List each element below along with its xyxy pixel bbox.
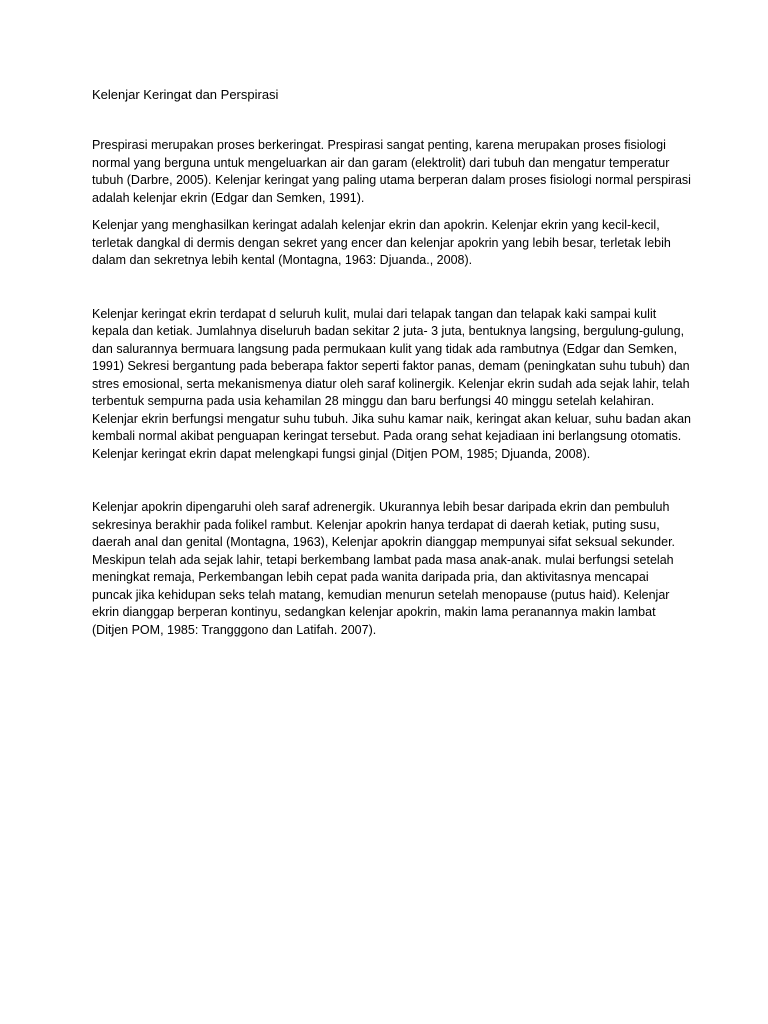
document-title: Kelenjar Keringat dan Perspirasi	[92, 87, 279, 102]
paragraph-kelenjar-ekrin: Kelenjar keringat ekrin terdapat d seluruh kulit, mulai dari telapak tangan dan telapak kaki sampai kulit kepala dan ketiak. Jumlahnya diseluruh badan sekitar 2 juta- 3 juta, bentuknya langsing, bergulung-gulung, dan salurannya bermuara langsung pada permukaan kulit yang tidak ada rambutnya (Edgar dan Semken, 1991) Sekresi bergantung pada beberapa faktor seperti faktor panas, demam (peningkatan suhu tubuh) dan stres emosional, serta mekanismenya diatur oleh saraf kolinergik. Kelenjar ekrin sudah ada sejak lahir, telah terbentuk sempurna pada usia kehamilan 28 minggu dan baru berfungsi 40 minggu setelah kelahiran. Kelenjar ekrin berfungsi mengatur suhu tubuh. Jika suhu kamar naik, keringat akan keluar, suhu badan akan kembali normal akibat penguapan keringat tersebut. Pada orang sehat kejadiaan ini berlangsung otomatis. Kelenjar keringat ekrin dapat melengkapi fungsi ginjal (Ditjen POM, 1985; Djuanda, 2008).	[92, 306, 691, 461]
paragraph-kelenjar-apokrin: Kelenjar apokrin dipengaruhi oleh saraf adrenergik. Ukurannya lebih besar daripada ekrin dan pembuluh sekresinya berakhir pada folikel rambut. Kelenjar apokrin hanya terdapat di daerah ketiak, puting susu, daerah anal dan genital (Montagna, 1963), Kelenjar apokrin dianggap mempunyai sifat seksual sekunder. Meskipun telah ada sejak lahir, tetapi berkembang lambat pada masa anak-anak. mulai berfungsi setelah meningkat remaja, Perkembangan lebih cepat pada wanita daripada pria, dan aktivitasnya mencapai puncak jika kehidupan seks telah matang, kemudian menurun setelah menopause (putus haid). Kelenjar ekrin dianggap berperan kontinyu, sedangkan kelenjar apokrin, makin lama peranannya makin lambat (Ditjen POM, 1985: Trangggono dan Latifah. 2007).	[92, 500, 676, 637]
paragraph-kelenjar-ekrin-apokrin: Kelenjar yang menghasilkan keringat adalah kelenjar ekrin dan apokrin. Kelenjar ekrin yang kecil-kecil, terletak dangkal di dermis dengan sekret yang encer dan kelenjar apokrin yang lebih besar, terletak lebih dalam dan sekretnya lebih kental (Montagna, 1963: Djuanda., 2008).	[92, 218, 671, 267]
document-body	[92, 86, 692, 639]
paragraph-prespirasi: Prespirasi merupakan proses berkeringat. Prespirasi sangat penting, karena merupakan proses fisiologi normal yang berguna untuk mengeluarkan air dan garam (elektrolit) dari tubuh dan mengatur temperatur tubuh (Darbre, 2005). Kelenjar keringat yang paling utama berperan dalam proses fisiologi normal perspirasi adalah kelenjar ekrin (Edgar dan Semken, 1991).	[92, 138, 691, 205]
